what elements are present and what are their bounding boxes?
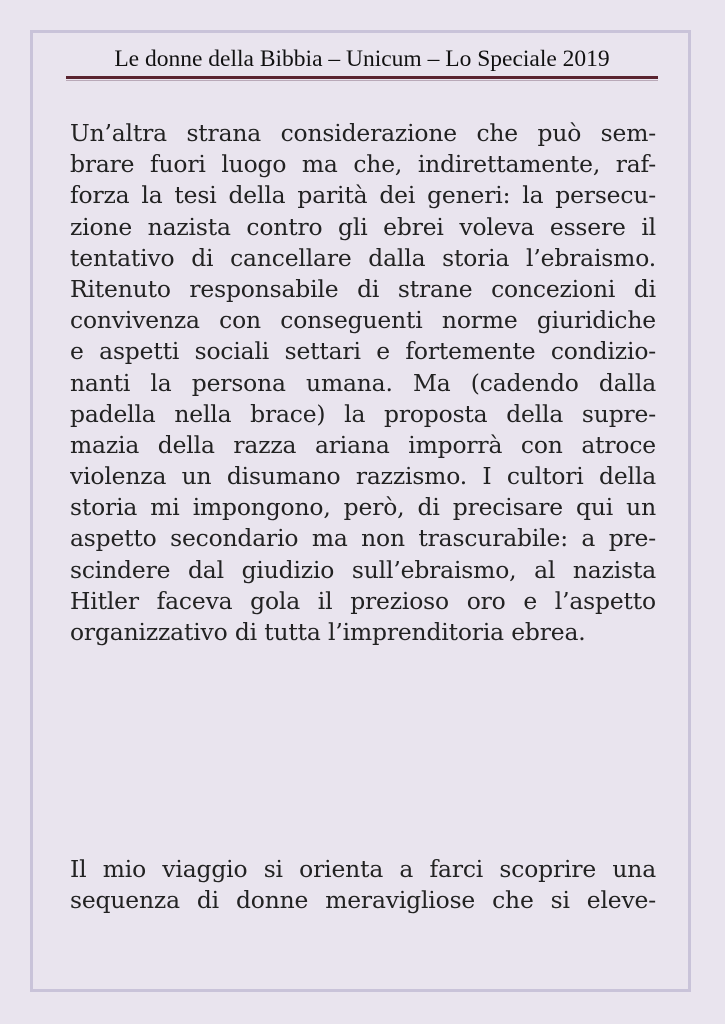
text-line: storia mi impongono, però, di precisare qui un — [70, 493, 656, 522]
text-line: Ritenuto responsabile di strane concezioni di — [70, 274, 656, 303]
text-line: aspetto secondario ma non trascurabile: a pre- — [70, 524, 656, 553]
text-line: nanti la persona umana. Ma (cadendo dalla — [70, 368, 656, 397]
header-rule — [66, 76, 658, 79]
paragraph-2 — [70, 854, 656, 916]
text-line: Il mio viaggio si orienta a farci scoprire una — [70, 855, 656, 883]
text-line: violenza un disumano razzismo. I cultori della — [70, 462, 656, 491]
header-rule-thin — [66, 80, 658, 81]
text-line: Un’altra strana considerazione che può sem- — [70, 119, 656, 147]
text-line: padella nella brace) la proposta della supre- — [70, 399, 656, 428]
text-line: mazia della razza ariana imporrà con atroce — [70, 430, 656, 459]
text-line: e aspetti sociali settari e fortemente condizio- — [70, 337, 656, 366]
text-line: forza la tesi della parità dei generi: la persecu- — [70, 181, 656, 210]
text-line: zione nazista contro gli ebrei voleva essere il — [70, 212, 656, 241]
running-header: Le donne della Bibbia – Unicum – Lo Speciale 2019 — [114, 46, 610, 72]
paragraph-1 — [70, 118, 656, 648]
text-line: convivenza con conseguenti norme giuridiche — [70, 306, 656, 335]
text-line: scindere dal giudizio sull’ebraismo, al nazista — [70, 555, 656, 584]
text-line: Hitler faceva gola il prezioso oro e l’aspetto — [70, 586, 656, 615]
text-line: organizzativo di tutta l’imprenditoria ebrea. — [70, 618, 586, 646]
text-line: brare fuori luogo ma che, indirettamente, raf- — [70, 150, 656, 179]
text-line: tentativo di cancellare dalla storia l’ebraismo. — [70, 243, 656, 272]
text-line: sequenza di donne meravigliose che si eleve- — [70, 886, 656, 915]
